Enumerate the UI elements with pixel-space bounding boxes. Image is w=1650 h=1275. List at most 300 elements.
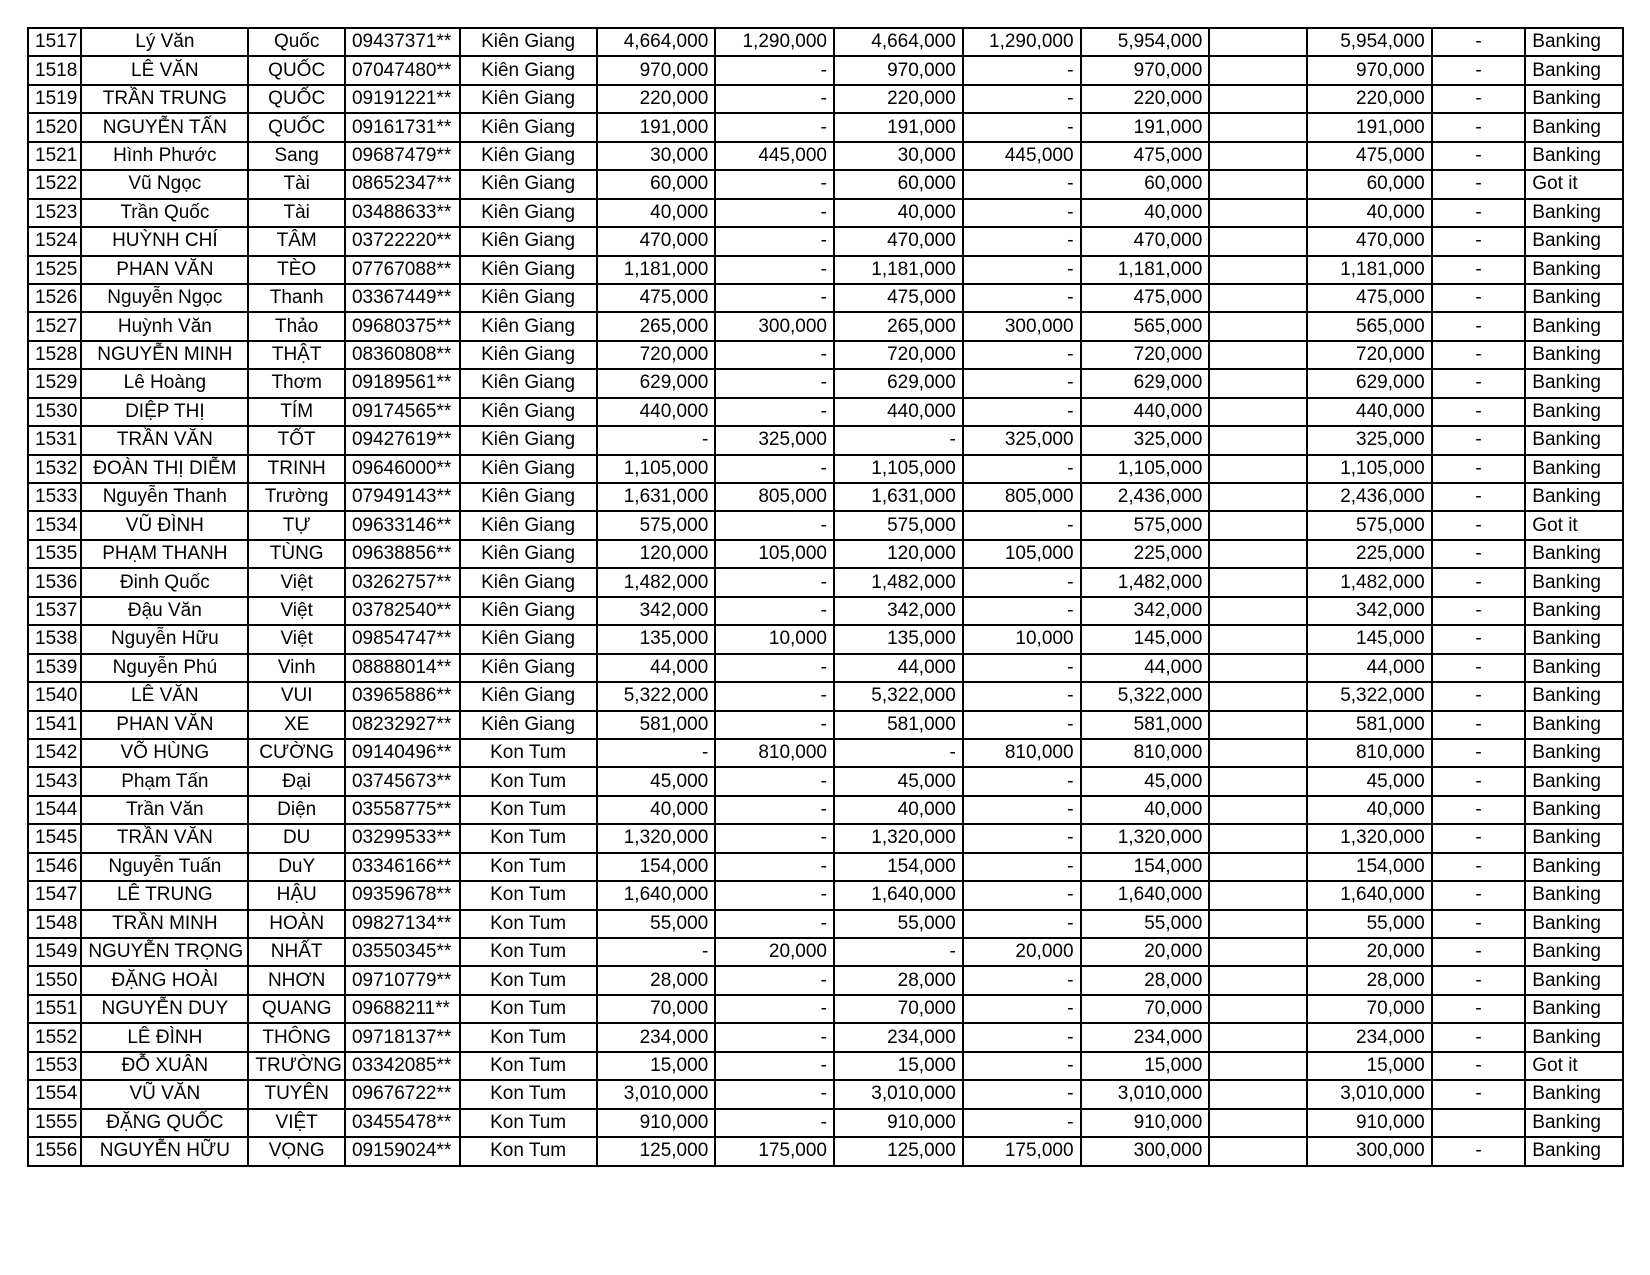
method-cell: Banking [1525, 1137, 1623, 1165]
province-cell: Kiên Giang [460, 711, 597, 739]
paid-cell: 44,000 [1307, 654, 1432, 682]
total-cell: 1,482,000 [1081, 568, 1210, 596]
amount-cell-4: - [963, 1080, 1081, 1108]
amount-cell-3: 970,000 [834, 56, 963, 84]
balance-cell: - [1432, 654, 1526, 682]
amount-cell-3: 1,482,000 [834, 568, 963, 596]
row-number-cell: 1527 [28, 312, 81, 340]
amount-cell-2: - [715, 227, 834, 255]
amount-cell-4: - [963, 227, 1081, 255]
given-name-cell: Thơm [248, 369, 345, 397]
amount-cell-1: 4,664,000 [597, 28, 716, 56]
total-cell: 70,000 [1081, 995, 1210, 1023]
amount-cell-3: 629,000 [834, 369, 963, 397]
amount-cell-3: 15,000 [834, 1052, 963, 1080]
total-cell: 1,320,000 [1081, 824, 1210, 852]
amount-cell-1: 125,000 [597, 1137, 716, 1165]
surname-cell: Nguyễn Ngọc [81, 284, 248, 312]
amount-cell-4: - [963, 995, 1081, 1023]
balance-cell: - [1432, 995, 1526, 1023]
phone-cell: 09638856** [345, 540, 460, 568]
empty-cell [1209, 1137, 1307, 1165]
total-cell: 470,000 [1081, 227, 1210, 255]
balance-cell: - [1432, 540, 1526, 568]
paid-cell: 581,000 [1307, 711, 1432, 739]
total-cell: 342,000 [1081, 597, 1210, 625]
amount-cell-1: 30,000 [597, 142, 716, 170]
table-row [28, 455, 1623, 483]
row-number-cell: 1537 [28, 597, 81, 625]
amount-cell-3: 154,000 [834, 853, 963, 881]
paid-cell: 440,000 [1307, 398, 1432, 426]
paid-cell: 145,000 [1307, 625, 1432, 653]
total-cell: 440,000 [1081, 398, 1210, 426]
table-row [28, 483, 1623, 511]
province-cell: Kon Tum [460, 1023, 597, 1051]
phone-cell: 09161731** [345, 113, 460, 141]
province-cell: Kiên Giang [460, 170, 597, 198]
amount-cell-4: 445,000 [963, 142, 1081, 170]
paid-cell: 15,000 [1307, 1052, 1432, 1080]
surname-cell: LÊ VĂN [81, 56, 248, 84]
balance-cell: - [1432, 227, 1526, 255]
payout-table [27, 27, 1624, 1167]
phone-cell: 09646000** [345, 455, 460, 483]
amount-cell-2: - [715, 654, 834, 682]
amount-cell-3: - [834, 426, 963, 454]
empty-cell [1209, 682, 1307, 710]
amount-cell-4: - [963, 455, 1081, 483]
empty-cell [1209, 455, 1307, 483]
amount-cell-4: - [963, 881, 1081, 909]
given-name-cell: DU [248, 824, 345, 852]
phone-cell: 07767088** [345, 256, 460, 284]
table-row [28, 938, 1623, 966]
amount-cell-1: 720,000 [597, 341, 716, 369]
amount-cell-4: - [963, 654, 1081, 682]
given-name-cell: Trường [248, 483, 345, 511]
province-cell: Kon Tum [460, 1137, 597, 1165]
row-number-cell: 1532 [28, 455, 81, 483]
method-cell: Banking [1525, 966, 1623, 994]
province-cell: Kiên Giang [460, 426, 597, 454]
phone-cell: 09688211** [345, 995, 460, 1023]
phone-cell: 03965886** [345, 682, 460, 710]
given-name-cell: DuY [248, 853, 345, 881]
amount-cell-4: - [963, 369, 1081, 397]
balance-cell: - [1432, 56, 1526, 84]
table-row [28, 113, 1623, 141]
method-cell: Banking [1525, 284, 1623, 312]
province-cell: Kon Tum [460, 767, 597, 795]
province-cell: Kiên Giang [460, 28, 597, 56]
given-name-cell: THÔNG [248, 1023, 345, 1051]
surname-cell: VÕ HÙNG [81, 739, 248, 767]
amount-cell-2: - [715, 113, 834, 141]
amount-cell-4: 175,000 [963, 1137, 1081, 1165]
amount-cell-1: 342,000 [597, 597, 716, 625]
empty-cell [1209, 142, 1307, 170]
given-name-cell: TUYÊN [248, 1080, 345, 1108]
phone-cell: 03745673** [345, 767, 460, 795]
empty-cell [1209, 625, 1307, 653]
phone-cell: 08888014** [345, 654, 460, 682]
balance-cell: - [1432, 739, 1526, 767]
given-name-cell: Tài [248, 199, 345, 227]
given-name-cell: TRINH [248, 455, 345, 483]
province-cell: Kon Tum [460, 995, 597, 1023]
table-row [28, 625, 1623, 653]
method-cell: Banking [1525, 398, 1623, 426]
province-cell: Kiên Giang [460, 284, 597, 312]
empty-cell [1209, 56, 1307, 84]
row-number-cell: 1547 [28, 881, 81, 909]
amount-cell-3: 40,000 [834, 796, 963, 824]
amount-cell-4: - [963, 85, 1081, 113]
given-name-cell: QUANG [248, 995, 345, 1023]
phone-cell: 09680375** [345, 312, 460, 340]
phone-cell: 03455478** [345, 1109, 460, 1137]
surname-cell: ĐẶNG HOÀI [81, 966, 248, 994]
paid-cell: 220,000 [1307, 85, 1432, 113]
amount-cell-3: 440,000 [834, 398, 963, 426]
row-number-cell: 1550 [28, 966, 81, 994]
method-cell: Banking [1525, 455, 1623, 483]
amount-cell-2: - [715, 910, 834, 938]
empty-cell [1209, 511, 1307, 539]
amount-cell-2: 810,000 [715, 739, 834, 767]
table-row [28, 796, 1623, 824]
surname-cell: Nguyễn Hữu [81, 625, 248, 653]
amount-cell-2: - [715, 199, 834, 227]
method-cell: Banking [1525, 910, 1623, 938]
method-cell: Got it [1525, 1052, 1623, 1080]
phone-cell: 09854747** [345, 625, 460, 653]
empty-cell [1209, 739, 1307, 767]
amount-cell-2: 1,290,000 [715, 28, 834, 56]
phone-cell: 09359678** [345, 881, 460, 909]
row-number-cell: 1544 [28, 796, 81, 824]
amount-cell-2: 445,000 [715, 142, 834, 170]
empty-cell [1209, 796, 1307, 824]
amount-cell-1: 470,000 [597, 227, 716, 255]
phone-cell: 08652347** [345, 170, 460, 198]
method-cell: Banking [1525, 767, 1623, 795]
method-cell: Banking [1525, 625, 1623, 653]
row-number-cell: 1549 [28, 938, 81, 966]
phone-cell: 08232927** [345, 711, 460, 739]
province-cell: Kon Tum [460, 1080, 597, 1108]
province-cell: Kiên Giang [460, 369, 597, 397]
amount-cell-2: - [715, 824, 834, 852]
paid-cell: 470,000 [1307, 227, 1432, 255]
amount-cell-2: - [715, 170, 834, 198]
phone-cell: 09687479** [345, 142, 460, 170]
amount-cell-3: 1,320,000 [834, 824, 963, 852]
province-cell: Kiên Giang [460, 142, 597, 170]
amount-cell-2: - [715, 966, 834, 994]
table-row [28, 1137, 1623, 1165]
phone-cell: 03722220** [345, 227, 460, 255]
amount-cell-3: 1,105,000 [834, 455, 963, 483]
row-number-cell: 1538 [28, 625, 81, 653]
balance-cell: - [1432, 142, 1526, 170]
row-number-cell: 1539 [28, 654, 81, 682]
amount-cell-2: - [715, 511, 834, 539]
paid-cell: 1,320,000 [1307, 824, 1432, 852]
phone-cell: 09718137** [345, 1023, 460, 1051]
surname-cell: PHẠM THANH [81, 540, 248, 568]
amount-cell-2: - [715, 796, 834, 824]
balance-cell: - [1432, 1137, 1526, 1165]
empty-cell [1209, 398, 1307, 426]
row-number-cell: 1521 [28, 142, 81, 170]
amount-cell-2: - [715, 1052, 834, 1080]
surname-cell: Nguyễn Tuấn [81, 853, 248, 881]
paid-cell: 40,000 [1307, 199, 1432, 227]
row-number-cell: 1540 [28, 682, 81, 710]
province-cell: Kon Tum [460, 824, 597, 852]
total-cell: 475,000 [1081, 284, 1210, 312]
province-cell: Kon Tum [460, 853, 597, 881]
phone-cell: 03488633** [345, 199, 460, 227]
phone-cell: 03262757** [345, 568, 460, 596]
table-row [28, 966, 1623, 994]
province-cell: Kiên Giang [460, 113, 597, 141]
paid-cell: 3,010,000 [1307, 1080, 1432, 1108]
total-cell: 575,000 [1081, 511, 1210, 539]
balance-cell: - [1432, 284, 1526, 312]
total-cell: 300,000 [1081, 1137, 1210, 1165]
amount-cell-3: 28,000 [834, 966, 963, 994]
amount-cell-4: - [963, 597, 1081, 625]
paid-cell: 565,000 [1307, 312, 1432, 340]
given-name-cell: Thanh [248, 284, 345, 312]
row-number-cell: 1535 [28, 540, 81, 568]
paid-cell: 1,181,000 [1307, 256, 1432, 284]
row-number-cell: 1553 [28, 1052, 81, 1080]
amount-cell-4: - [963, 56, 1081, 84]
total-cell: 40,000 [1081, 796, 1210, 824]
table-row [28, 1052, 1623, 1080]
empty-cell [1209, 227, 1307, 255]
surname-cell: NGUYỄN TẤN [81, 113, 248, 141]
given-name-cell: QUỐC [248, 113, 345, 141]
amount-cell-2: 20,000 [715, 938, 834, 966]
phone-cell: 03550345** [345, 938, 460, 966]
given-name-cell: THẬT [248, 341, 345, 369]
amount-cell-1: 910,000 [597, 1109, 716, 1137]
amount-cell-2: - [715, 995, 834, 1023]
amount-cell-2: - [715, 1023, 834, 1051]
amount-cell-4: 10,000 [963, 625, 1081, 653]
method-cell: Banking [1525, 654, 1623, 682]
amount-cell-3: 475,000 [834, 284, 963, 312]
paid-cell: 234,000 [1307, 1023, 1432, 1051]
given-name-cell: Việt [248, 625, 345, 653]
amount-cell-3: 1,631,000 [834, 483, 963, 511]
phone-cell: 09159024** [345, 1137, 460, 1165]
method-cell: Banking [1525, 682, 1623, 710]
province-cell: Kiên Giang [460, 398, 597, 426]
paid-cell: 810,000 [1307, 739, 1432, 767]
empty-cell [1209, 711, 1307, 739]
method-cell: Banking [1525, 540, 1623, 568]
balance-cell: - [1432, 824, 1526, 852]
amount-cell-2: - [715, 711, 834, 739]
total-cell: 145,000 [1081, 625, 1210, 653]
amount-cell-3: 191,000 [834, 113, 963, 141]
phone-cell: 09174565** [345, 398, 460, 426]
given-name-cell: Quốc [248, 28, 345, 56]
amount-cell-4: - [963, 1109, 1081, 1137]
given-name-cell: TỰ [248, 511, 345, 539]
province-cell: Kon Tum [460, 1109, 597, 1137]
amount-cell-3: 4,664,000 [834, 28, 963, 56]
empty-cell [1209, 341, 1307, 369]
row-number-cell: 1556 [28, 1137, 81, 1165]
row-number-cell: 1522 [28, 170, 81, 198]
table-row [28, 56, 1623, 84]
total-cell: 1,105,000 [1081, 455, 1210, 483]
amount-cell-2: - [715, 1109, 834, 1137]
balance-cell: - [1432, 597, 1526, 625]
method-cell: Banking [1525, 711, 1623, 739]
province-cell: Kiên Giang [460, 568, 597, 596]
amount-cell-1: 40,000 [597, 796, 716, 824]
balance-cell: - [1432, 711, 1526, 739]
surname-cell: Phạm Tấn [81, 767, 248, 795]
phone-cell: 03558775** [345, 796, 460, 824]
given-name-cell: VỌNG [248, 1137, 345, 1165]
phone-cell: 09676722** [345, 1080, 460, 1108]
paid-cell: 575,000 [1307, 511, 1432, 539]
surname-cell: LÊ TRUNG [81, 881, 248, 909]
surname-cell: Đậu Văn [81, 597, 248, 625]
given-name-cell: TÈO [248, 256, 345, 284]
table-row [28, 853, 1623, 881]
row-number-cell: 1523 [28, 199, 81, 227]
amount-cell-3: 30,000 [834, 142, 963, 170]
amount-cell-3: 3,010,000 [834, 1080, 963, 1108]
amount-cell-2: - [715, 341, 834, 369]
amount-cell-1: 1,482,000 [597, 568, 716, 596]
amount-cell-3: 265,000 [834, 312, 963, 340]
paid-cell: 154,000 [1307, 853, 1432, 881]
amount-cell-1: 1,631,000 [597, 483, 716, 511]
amount-cell-3: 575,000 [834, 511, 963, 539]
amount-cell-4: 325,000 [963, 426, 1081, 454]
given-name-cell: HẬU [248, 881, 345, 909]
given-name-cell: TRƯỜNG [248, 1052, 345, 1080]
given-name-cell: VIỆT [248, 1109, 345, 1137]
surname-cell: ĐỖ XUÂN [81, 1052, 248, 1080]
method-cell: Got it [1525, 511, 1623, 539]
table-row [28, 540, 1623, 568]
amount-cell-1: 40,000 [597, 199, 716, 227]
paid-cell: 225,000 [1307, 540, 1432, 568]
amount-cell-3: - [834, 739, 963, 767]
amount-cell-1: 3,010,000 [597, 1080, 716, 1108]
province-cell: Kiên Giang [460, 312, 597, 340]
table-row [28, 881, 1623, 909]
total-cell: 581,000 [1081, 711, 1210, 739]
row-number-cell: 1541 [28, 711, 81, 739]
paid-cell: 629,000 [1307, 369, 1432, 397]
amount-cell-2: - [715, 597, 834, 625]
amount-cell-4: 105,000 [963, 540, 1081, 568]
balance-cell: - [1432, 312, 1526, 340]
surname-cell: Nguyễn Phú [81, 654, 248, 682]
table-row [28, 1080, 1623, 1108]
given-name-cell: TÂM [248, 227, 345, 255]
table-row [28, 369, 1623, 397]
province-cell: Kiên Giang [460, 56, 597, 84]
amount-cell-3: 1,640,000 [834, 881, 963, 909]
balance-cell: - [1432, 256, 1526, 284]
row-number-cell: 1525 [28, 256, 81, 284]
row-number-cell: 1554 [28, 1080, 81, 1108]
total-cell: 28,000 [1081, 966, 1210, 994]
given-name-cell: QUỐC [248, 85, 345, 113]
given-name-cell: Sang [248, 142, 345, 170]
method-cell: Banking [1525, 568, 1623, 596]
total-cell: 234,000 [1081, 1023, 1210, 1051]
surname-cell: NGUYỄN MINH [81, 341, 248, 369]
surname-cell: LÊ VĂN [81, 682, 248, 710]
row-number-cell: 1529 [28, 369, 81, 397]
amount-cell-3: 55,000 [834, 910, 963, 938]
province-cell: Kiên Giang [460, 540, 597, 568]
amount-cell-2: - [715, 398, 834, 426]
empty-cell [1209, 824, 1307, 852]
balance-cell: - [1432, 796, 1526, 824]
province-cell: Kiên Giang [460, 654, 597, 682]
balance-cell: - [1432, 426, 1526, 454]
amount-cell-4: - [963, 511, 1081, 539]
method-cell: Banking [1525, 995, 1623, 1023]
method-cell: Banking [1525, 256, 1623, 284]
amount-cell-2: 105,000 [715, 540, 834, 568]
amount-cell-1: - [597, 739, 716, 767]
balance-cell: - [1432, 369, 1526, 397]
amount-cell-4: - [963, 711, 1081, 739]
row-number-cell: 1552 [28, 1023, 81, 1051]
total-cell: 565,000 [1081, 312, 1210, 340]
paid-cell: 5,322,000 [1307, 682, 1432, 710]
total-cell: 154,000 [1081, 853, 1210, 881]
province-cell: Kon Tum [460, 1052, 597, 1080]
amount-cell-2: - [715, 284, 834, 312]
balance-cell: - [1432, 625, 1526, 653]
paid-cell: 2,436,000 [1307, 483, 1432, 511]
amount-cell-3: 220,000 [834, 85, 963, 113]
phone-cell: 03299533** [345, 824, 460, 852]
amount-cell-2: - [715, 682, 834, 710]
amount-cell-3: 45,000 [834, 767, 963, 795]
paid-cell: 300,000 [1307, 1137, 1432, 1165]
phone-cell: 03782540** [345, 597, 460, 625]
empty-cell [1209, 28, 1307, 56]
surname-cell: TRẦN TRUNG [81, 85, 248, 113]
paid-cell: 475,000 [1307, 284, 1432, 312]
phone-cell: 03367449** [345, 284, 460, 312]
surname-cell: TRẦN VĂN [81, 824, 248, 852]
amount-cell-2: - [715, 881, 834, 909]
phone-cell: 09427619** [345, 426, 460, 454]
total-cell: 44,000 [1081, 654, 1210, 682]
amount-cell-1: 581,000 [597, 711, 716, 739]
